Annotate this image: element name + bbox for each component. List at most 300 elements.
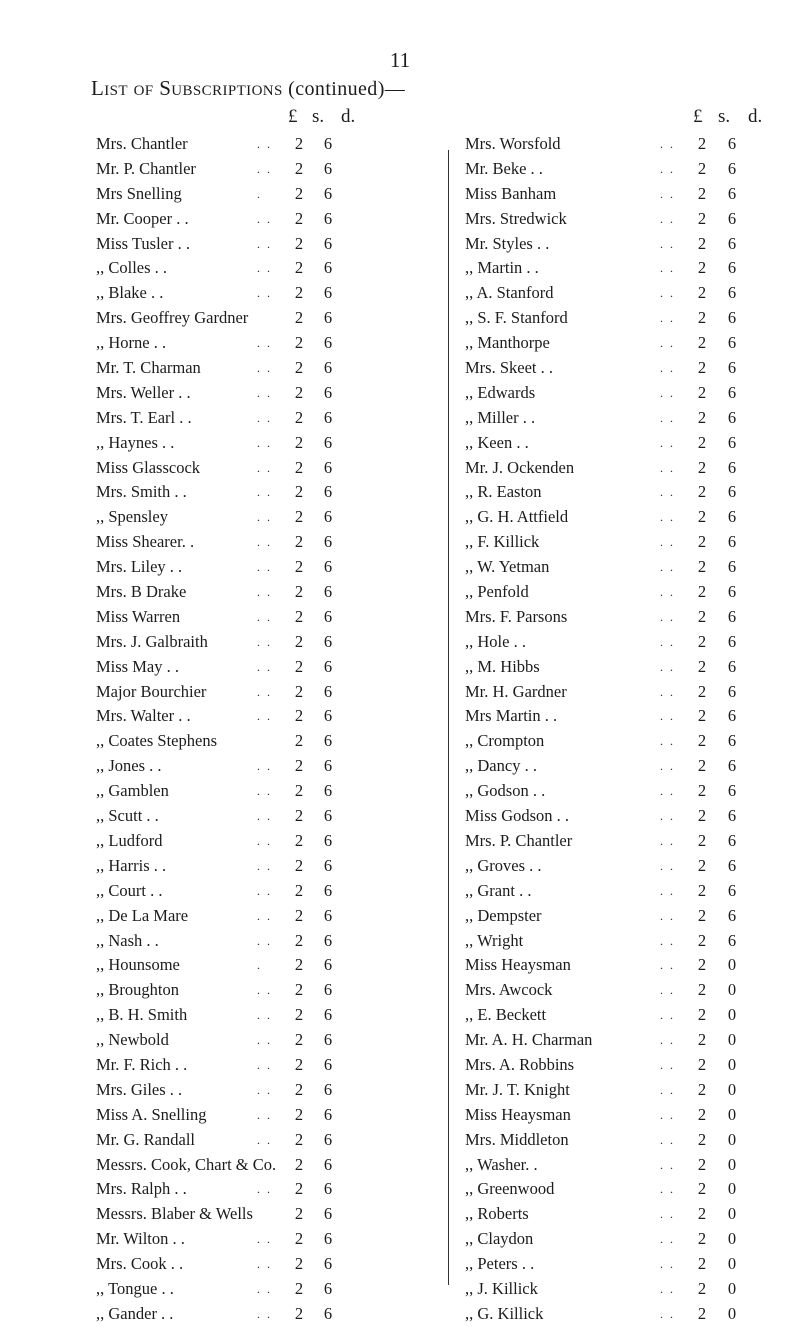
subscriber-name: ,, Jones . . xyxy=(96,756,162,776)
pence-amount: 6 xyxy=(323,183,333,203)
shillings-amount: 2 xyxy=(294,731,304,751)
pence-amount: 6 xyxy=(323,1054,333,1074)
pence-amount: 6 xyxy=(727,507,737,527)
shillings-amount: 2 xyxy=(294,1005,304,1025)
shillings-amount: 2 xyxy=(697,482,707,502)
subscriber-name: Mrs. Liley . . xyxy=(96,557,183,577)
shillings-amount: 2 xyxy=(697,781,707,801)
subscriber-name: Mrs. Smith . . xyxy=(96,482,187,502)
subscriber-row xyxy=(96,1003,376,1028)
leader-dots: . . xyxy=(660,137,675,151)
shillings-amount: 2 xyxy=(294,1104,304,1124)
pence-amount: 6 xyxy=(323,557,333,577)
shillings-amount: 2 xyxy=(294,980,304,1000)
pence-amount: 6 xyxy=(323,606,333,626)
shillings-amount: 2 xyxy=(294,482,304,502)
leader-dots: . . xyxy=(660,460,675,475)
subscriber-row xyxy=(96,1302,376,1327)
pence-amount: 6 xyxy=(323,407,333,427)
subscriber-name: ,, S. F. Stanford xyxy=(465,308,568,328)
leader-dots: . . xyxy=(257,634,272,649)
leader-dots: . . xyxy=(660,1082,675,1097)
shillings-amount: 2 xyxy=(294,532,304,552)
leader-dots: . . xyxy=(660,1306,675,1321)
shillings-amount: 2 xyxy=(294,905,304,925)
subscriber-name: Mrs. B Drake xyxy=(96,582,187,602)
subscriber-row xyxy=(465,1028,737,1053)
subscriber-row xyxy=(465,854,737,879)
subscriber-name: ,, Hole . . xyxy=(465,631,526,651)
shillings-amount: 2 xyxy=(697,930,707,950)
leader-dots: . . xyxy=(257,1008,272,1023)
shillings-amount: 2 xyxy=(697,681,707,701)
subscriber-name: ,, A. Stanford xyxy=(465,283,554,303)
subscriber-name: Miss Godson . . xyxy=(465,806,570,826)
subscriber-name: Miss Banham xyxy=(465,183,557,203)
shillings-amount: 2 xyxy=(697,233,707,253)
pence-amount: 6 xyxy=(323,532,333,552)
pound-header: £ xyxy=(288,106,298,127)
subscriber-row xyxy=(96,132,376,157)
pence-amount: 6 xyxy=(323,980,333,1000)
pence-amount: 6 xyxy=(323,1278,333,1298)
pence-amount: 6 xyxy=(727,382,737,402)
shillings-amount: 2 xyxy=(294,333,304,353)
pence-amount: 6 xyxy=(727,158,737,178)
shillings-amount: 2 xyxy=(294,781,304,801)
subscriber-name: ,, F. Killick xyxy=(465,532,540,552)
right-subscription-list xyxy=(465,132,737,1327)
subscriber-row xyxy=(96,904,376,929)
leader-dots: . . xyxy=(257,535,272,550)
shillings-amount: 2 xyxy=(294,1278,304,1298)
leader-dots: . xyxy=(257,958,262,973)
subscriber-name: ,, W. Yetman xyxy=(465,557,550,577)
subscriber-name: Miss A. Snelling xyxy=(96,1104,207,1124)
subscriber-row xyxy=(465,1177,737,1202)
shillings-amount: 2 xyxy=(697,457,707,477)
subscriber-name: Mr. G. Randall xyxy=(96,1129,195,1149)
pence-amount: 6 xyxy=(323,482,333,502)
leader-dots: . . xyxy=(660,659,675,674)
subscriber-row xyxy=(465,1078,737,1103)
subscriber-name: Mrs Martin . . xyxy=(465,706,558,726)
pence-amount: 6 xyxy=(323,631,333,651)
subscriber-row xyxy=(465,182,737,207)
subscriber-name: ,, G. H. Attfield xyxy=(465,507,569,527)
subscriber-row xyxy=(96,1202,376,1227)
subscriber-row xyxy=(96,729,376,754)
subscriber-row xyxy=(465,729,737,754)
subscriber-name: Major Bourchier xyxy=(96,681,207,701)
shillings-amount: 2 xyxy=(697,382,707,402)
leader-dots: . . xyxy=(660,1033,675,1048)
pence-amount: 6 xyxy=(323,134,333,153)
leader-dots: . . xyxy=(660,1182,675,1197)
leader-dots: . . xyxy=(257,858,272,873)
subscriber-name: ,, Dancy . . xyxy=(465,756,537,776)
leader-dots: . . xyxy=(660,1008,675,1023)
subscriber-name: Mrs. Ralph . . xyxy=(96,1179,187,1199)
leader-dots: . . xyxy=(660,634,675,649)
shillings-amount: 2 xyxy=(294,432,304,452)
subscriber-row xyxy=(96,281,376,306)
subscriber-name: ,, B. H. Smith xyxy=(96,1005,188,1025)
leader-dots: . . xyxy=(257,510,272,525)
pence-amount: 0 xyxy=(727,1204,737,1224)
pence-amount: 6 xyxy=(727,183,737,203)
left-subscription-list xyxy=(96,132,376,1327)
shillings-amount: 2 xyxy=(697,1079,707,1099)
shillings-amount: 2 xyxy=(697,358,707,378)
shillings-amount: 2 xyxy=(697,656,707,676)
shillings-amount: 2 xyxy=(697,532,707,552)
subscriber-name: Mrs. Awcock xyxy=(465,980,553,1000)
leader-dots: . . xyxy=(257,460,272,475)
pence-amount: 6 xyxy=(727,557,737,577)
subscriber-name: Miss Glasscock xyxy=(96,457,201,477)
leader-dots: . . xyxy=(660,858,675,873)
pence-amount: 0 xyxy=(727,1278,737,1298)
subscriber-name: Miss Shearer. . xyxy=(96,532,195,552)
shillings-amount: 2 xyxy=(294,1030,304,1050)
subscriber-name: ,, Nash . . xyxy=(96,930,159,950)
shillings-amount: 2 xyxy=(294,681,304,701)
shillings-amount: 2 xyxy=(697,706,707,726)
leader-dots: . . xyxy=(660,958,675,973)
subscriber-name: ,, Claydon xyxy=(465,1229,534,1249)
subscriber-name: Mrs. P. Chantler xyxy=(465,830,573,850)
subscriber-row xyxy=(465,655,737,680)
shillings-amount: 2 xyxy=(294,134,304,153)
pence-amount: 6 xyxy=(323,308,333,328)
subscriber-row xyxy=(465,157,737,182)
leader-dots: . . xyxy=(660,311,675,326)
subscriber-row xyxy=(465,132,737,157)
subscriber-row xyxy=(465,904,737,929)
subscriber-row xyxy=(465,232,737,257)
subscriber-row xyxy=(96,580,376,605)
pence-amount: 6 xyxy=(727,706,737,726)
leader-dots: . . xyxy=(257,933,272,948)
pence-amount: 6 xyxy=(323,656,333,676)
shillings-amount: 2 xyxy=(294,557,304,577)
subscriber-row xyxy=(465,704,737,729)
leader-dots: . . xyxy=(660,833,675,848)
subscriber-name: ,, Dempster xyxy=(465,905,542,925)
pence-amount: 6 xyxy=(323,830,333,850)
subscriber-name: Mrs. Cook . . xyxy=(96,1254,184,1274)
pence-amount: 0 xyxy=(727,1154,737,1174)
page-title xyxy=(91,76,405,101)
subscriber-name: Mrs. F. Parsons xyxy=(465,606,568,626)
pence-amount: 0 xyxy=(727,1079,737,1099)
leader-dots: . . xyxy=(257,1232,272,1247)
subscriber-name: Mrs. Weller . . xyxy=(96,382,191,402)
pence-amount: 0 xyxy=(727,980,737,1000)
shillings-amount: 2 xyxy=(294,955,304,975)
shillings-amount: 2 xyxy=(294,582,304,602)
subscriber-name: Mrs. Stredwick xyxy=(465,208,567,228)
subscriber-row xyxy=(96,207,376,232)
shillings-amount: 2 xyxy=(294,830,304,850)
subscriber-row xyxy=(465,555,737,580)
subscriber-row xyxy=(96,157,376,182)
pence-amount: 6 xyxy=(727,756,737,776)
pence-amount: 6 xyxy=(323,806,333,826)
subscriber-name: ,, Manthorpe xyxy=(465,333,550,353)
subscriber-name: ,, Blake . . xyxy=(96,283,164,303)
leader-dots: . . xyxy=(257,908,272,923)
pence-amount: 6 xyxy=(727,208,737,228)
leader-dots: . . xyxy=(660,609,675,624)
subscriber-row xyxy=(96,505,376,530)
subscriber-row xyxy=(465,381,737,406)
subscriber-row xyxy=(465,530,737,555)
subscriber-row xyxy=(465,978,737,1003)
shillings-amount: 2 xyxy=(697,905,707,925)
leader-dots: . . xyxy=(660,585,675,600)
leader-dots: . . xyxy=(257,435,272,450)
subscriber-row xyxy=(465,1252,737,1277)
shillings-amount: 2 xyxy=(294,1229,304,1249)
shillings-amount: 2 xyxy=(697,806,707,826)
leader-dots: . . xyxy=(257,1306,272,1321)
subscriber-name: Messrs. Cook, Chart & Co. xyxy=(96,1154,277,1174)
subscriber-name: ,, Coates Stephens xyxy=(96,731,217,751)
shillings-amount: 2 xyxy=(697,582,707,602)
subscriber-name: Mr. A. H. Charman xyxy=(465,1030,593,1050)
subscriber-row xyxy=(96,630,376,655)
shillings-amount: 2 xyxy=(697,1005,707,1025)
pence-amount: 6 xyxy=(727,457,737,477)
subscriber-name: ,, Keen . . xyxy=(465,432,529,452)
subscriber-row xyxy=(465,1003,737,1028)
leader-dots: . . xyxy=(660,510,675,525)
shillings-amount: 2 xyxy=(697,855,707,875)
subscriber-row xyxy=(96,929,376,954)
leader-dots: . . xyxy=(257,410,272,425)
pence-amount: 6 xyxy=(323,158,333,178)
subscriber-name: ,, Groves . . xyxy=(465,855,542,875)
leader-dots: . . xyxy=(660,560,675,575)
shillings-amount: 2 xyxy=(294,382,304,402)
pence-amount: 6 xyxy=(323,706,333,726)
shillings-amount: 2 xyxy=(697,134,707,153)
shillings-amount: 2 xyxy=(697,1154,707,1174)
page-number: 11 xyxy=(389,48,411,72)
subscriber-name: ,, R. Easton xyxy=(465,482,542,502)
leader-dots: . . xyxy=(257,1057,272,1072)
pence-amount: 0 xyxy=(727,1129,737,1149)
subscriber-name: ,, Peters . . xyxy=(465,1254,535,1274)
subscriber-row xyxy=(96,431,376,456)
leader-dots: . . xyxy=(257,609,272,624)
pence-amount: 6 xyxy=(727,930,737,950)
subscriber-name: Mr. P. Chantler xyxy=(96,158,196,178)
subscriber-row xyxy=(465,207,737,232)
pence-amount: 6 xyxy=(727,806,737,826)
subscriber-row xyxy=(96,605,376,630)
leader-dots: . . xyxy=(257,883,272,898)
shillings-amount: 2 xyxy=(697,1254,707,1274)
shillings-amount: 2 xyxy=(697,1030,707,1050)
pence-amount: 6 xyxy=(323,382,333,402)
shillings-amount: 2 xyxy=(697,1204,707,1224)
subscriber-name: ,, Horne . . xyxy=(96,333,167,353)
subscriber-row xyxy=(96,480,376,505)
subscriber-row xyxy=(96,306,376,331)
shillings-amount: 2 xyxy=(697,756,707,776)
subscriber-row xyxy=(465,256,737,281)
pence-amount: 6 xyxy=(323,258,333,278)
leader-dots: . . xyxy=(660,684,675,699)
subscriber-row xyxy=(96,1252,376,1277)
subscriber-name: ,, Gander . . xyxy=(96,1303,174,1323)
subscriber-name: Mrs. Walter . . xyxy=(96,706,191,726)
subscriber-name: Miss Warren xyxy=(96,606,181,626)
pence-amount: 6 xyxy=(323,507,333,527)
subscriber-name: ,, G. Killick xyxy=(465,1303,544,1323)
subscriber-row xyxy=(96,1053,376,1078)
pence-amount: 0 xyxy=(727,1030,737,1050)
subscriber-row xyxy=(465,431,737,456)
pence-amount: 6 xyxy=(323,1254,333,1274)
shillings-amount: 2 xyxy=(294,631,304,651)
subscriber-name: ,, E. Beckett xyxy=(465,1005,547,1025)
leader-dots: . . xyxy=(257,236,272,251)
subscriber-name: ,, Washer. . xyxy=(465,1154,538,1174)
subscriber-name: ,, Scutt . . xyxy=(96,806,159,826)
leader-dots: . . xyxy=(660,485,675,500)
shillings-amount: 2 xyxy=(294,1204,304,1224)
pence-amount: 6 xyxy=(323,756,333,776)
leader-dots: . . xyxy=(660,161,675,176)
pence-amount: 6 xyxy=(323,955,333,975)
pence-amount: 6 xyxy=(323,1079,333,1099)
shillings-amount: 2 xyxy=(697,208,707,228)
pence-amount: 6 xyxy=(323,781,333,801)
subscriber-name: Mr. Wilton . . xyxy=(96,1229,185,1249)
subscriber-name: Mr. Styles . . xyxy=(465,233,550,253)
subscriber-name: ,, Tongue . . xyxy=(96,1278,174,1298)
subscriber-row xyxy=(465,281,737,306)
subscriber-row xyxy=(465,929,737,954)
leader-dots: . . xyxy=(257,833,272,848)
leader-dots: . . xyxy=(660,809,675,824)
shillings-amount: 2 xyxy=(294,756,304,776)
subscriber-row xyxy=(465,779,737,804)
leader-dots: . . xyxy=(660,1257,675,1272)
leader-dots: . . xyxy=(660,211,675,226)
shillings-amount: 2 xyxy=(697,980,707,1000)
subscriber-row xyxy=(96,381,376,406)
leader-dots: . . xyxy=(660,1107,675,1122)
pence-amount: 6 xyxy=(323,1129,333,1149)
subscriber-row xyxy=(96,256,376,281)
pence-amount: 6 xyxy=(727,358,737,378)
leader-dots: . . xyxy=(257,585,272,600)
subscriber-row xyxy=(96,182,376,207)
leader-dots: . . xyxy=(660,1281,675,1296)
subscriber-row xyxy=(465,406,737,431)
leader-dots: . . xyxy=(660,983,675,998)
subscriber-name: Mrs. Geoffrey Gardner xyxy=(96,308,249,328)
leader-dots: . . xyxy=(660,385,675,400)
pence-header: d. xyxy=(341,106,356,127)
leader-dots: . . xyxy=(660,883,675,898)
subscriber-row xyxy=(96,1103,376,1128)
leader-dots: . . xyxy=(257,1082,272,1097)
leader-dots: . . xyxy=(660,908,675,923)
shillings-amount: 2 xyxy=(294,1129,304,1149)
subscriber-row xyxy=(96,406,376,431)
subscriber-row xyxy=(465,1128,737,1153)
pence-amount: 0 xyxy=(727,1303,737,1323)
shillings-amount: 2 xyxy=(697,955,707,975)
subscriber-name: Mr. J. T. Knight xyxy=(465,1079,570,1099)
subscriber-row xyxy=(96,754,376,779)
subscriber-row xyxy=(465,680,737,705)
pence-amount: 6 xyxy=(727,582,737,602)
pence-amount: 6 xyxy=(727,631,737,651)
leader-dots: . . xyxy=(660,435,675,450)
shillings-amount: 2 xyxy=(697,1054,707,1074)
subscriber-row xyxy=(96,655,376,680)
pence-amount: 6 xyxy=(727,880,737,900)
shillings-amount: 2 xyxy=(697,731,707,751)
shillings-amount: 2 xyxy=(697,258,707,278)
subscriber-name: Mrs. Worsfold xyxy=(465,134,561,153)
leader-dots: . . xyxy=(257,485,272,500)
subscriber-name: Mrs. Skeet . . xyxy=(465,358,553,378)
pence-amount: 6 xyxy=(323,457,333,477)
leader-dots: . . xyxy=(660,186,675,201)
subscriber-name: ,, Penfold xyxy=(465,582,529,602)
pence-amount: 0 xyxy=(727,1229,737,1249)
shillings-header: s. xyxy=(312,106,325,127)
leader-dots: . . xyxy=(257,659,272,674)
leader-dots: . . xyxy=(660,236,675,251)
subscriber-row xyxy=(465,953,737,978)
subscriber-row xyxy=(465,580,737,605)
shillings-amount: 2 xyxy=(697,507,707,527)
pence-amount: 6 xyxy=(727,308,737,328)
leader-dots: . . xyxy=(660,1232,675,1247)
subscriber-row xyxy=(96,356,376,381)
shillings-amount: 2 xyxy=(294,1054,304,1074)
pence-amount: 6 xyxy=(323,1303,333,1323)
shillings-amount: 2 xyxy=(697,1129,707,1149)
shillings-amount: 2 xyxy=(697,1104,707,1124)
shillings-amount: 2 xyxy=(697,1229,707,1249)
subscriber-name: Mrs. T. Earl . . xyxy=(96,407,192,427)
subscriber-row xyxy=(96,1028,376,1053)
subscriber-name: ,, M. Hibbs xyxy=(465,656,540,676)
shillings-amount: 2 xyxy=(697,1303,707,1323)
leader-dots: . . xyxy=(257,385,272,400)
shillings-amount: 2 xyxy=(294,1254,304,1274)
shillings-amount: 2 xyxy=(697,283,707,303)
pence-amount: 6 xyxy=(323,1154,333,1174)
subscriber-row xyxy=(465,505,737,530)
left-column xyxy=(96,104,376,1327)
subscriber-name: ,, Haynes . . xyxy=(96,432,175,452)
pence-amount: 6 xyxy=(323,681,333,701)
subscriber-name: ,, Edwards xyxy=(465,382,536,402)
pence-amount: 6 xyxy=(323,1005,333,1025)
pence-amount: 6 xyxy=(727,830,737,850)
